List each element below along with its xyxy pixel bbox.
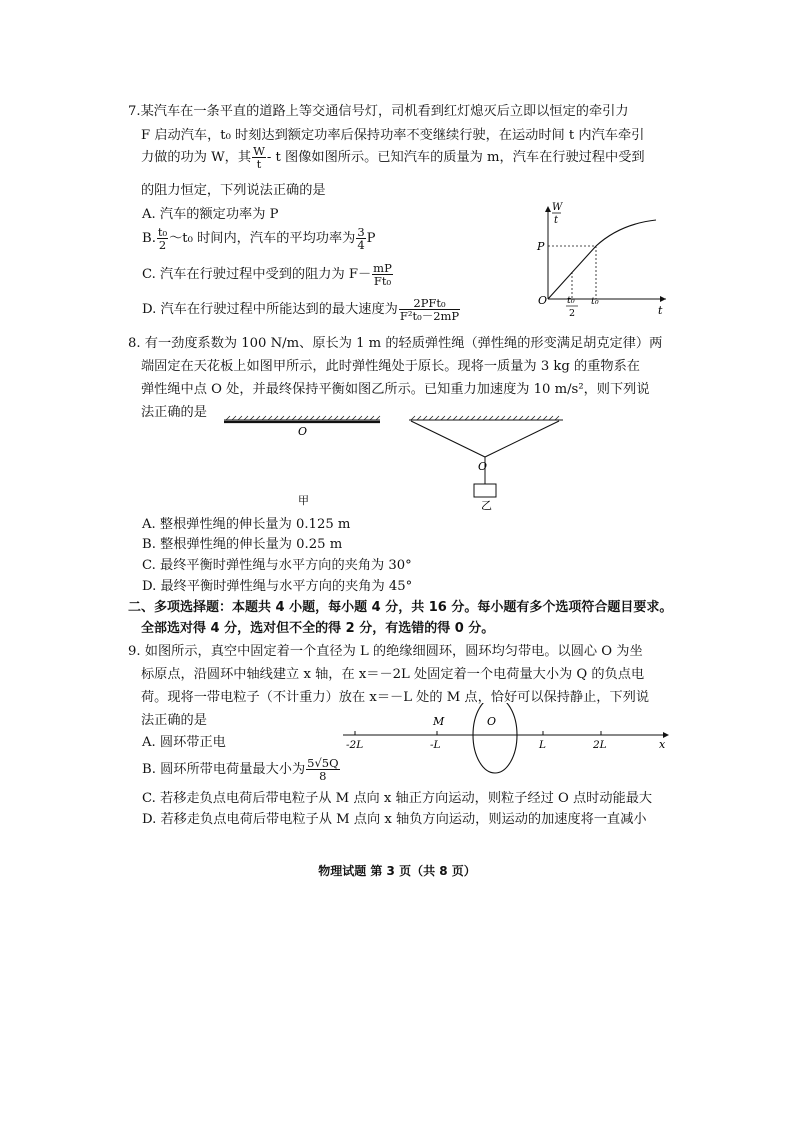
q8-figure-yi	[405, 412, 575, 512]
graph-y-label-den: t	[554, 215, 559, 226]
q8-option-b: B. 整根弹性绳的伸长量为 0.25 m	[142, 537, 343, 552]
q8-line2: 端固定在天花板上如图甲所示，此时弹性绳处于原长。现将一质量为 3 kg 的重物系在	[141, 359, 640, 374]
graph-origin: O	[538, 294, 548, 307]
q9-option-a: A. 圆环带正电	[142, 735, 226, 750]
q9-option-c: C. 若移走负点电荷后带电粒子从 M 点向 x 轴正方向运动，则粒子经过 O 点时动能最大	[142, 791, 653, 806]
graph-t0-half-num: t₀	[567, 295, 575, 306]
q7-line2: F 启动汽车，t₀ 时刻达到额定功率后保持功率不变继续行驶，在运动时间 t 内汽车牵引	[141, 128, 645, 143]
q7-option-b: B. $\frac{\text{t₀}}{2}$ ～t₀ 时间内，汽车的平均功率为 $\frac{3}{4}$ P	[142, 225, 376, 252]
q8-option-d: D. 最终平衡时弹性绳与水平方向的夹角为 45°	[142, 579, 413, 594]
weight-block	[474, 484, 496, 497]
graph-t0: t₀	[591, 296, 599, 307]
fig-yi-o-label: O	[478, 460, 488, 473]
q8-option-a: A. 整根弹性绳的伸长量为 0.125 m	[142, 517, 351, 532]
tick-minus-2l: -2L	[346, 739, 364, 751]
q9-axis-figure	[335, 703, 675, 775]
q9-line2: 标原点，沿圆环中轴线建立 x 轴，在 x＝－2L 处固定着一个电荷量大小为 Q 的负点电	[141, 667, 645, 682]
point-m-label: M	[433, 715, 445, 728]
graph-x-label: t	[658, 304, 663, 317]
section2-heading: 二、多项选择题：本题共 4 小题，每小题 4 分，共 16 分。每小题有多个选项符合题目要求。	[128, 600, 673, 615]
q7-line3: 力做的功为 W，其 $\frac{W}{t}$ - t 图像如图所示。已知汽车的质量为 m，汽车在行驶过程中受到	[141, 144, 645, 171]
q9-line4: 法正确的是	[141, 713, 207, 728]
tick-2l: 2L	[593, 739, 607, 751]
graph-y-label-num: W	[552, 202, 563, 213]
q7-line4: 的阻力恒定，下列说法正确的是	[141, 183, 326, 198]
q9-line1: 9. 如图所示，真空中固定着一个直径为 L 的绝缘细圆环，圆环均匀带电。以圆心 O 为坐	[128, 644, 643, 659]
section2-scoring: 全部选对得 4 分，选对但不全的得 2 分，有选错的得 0 分。	[141, 621, 495, 636]
q7-option-c: C. 汽车在行驶过程中受到的阻力为 F－ $\frac{mP}{\text{Ft₀}}$	[142, 261, 392, 288]
fig-yi-caption: 乙	[481, 499, 492, 512]
tick-l: L	[539, 739, 546, 751]
charged-ring	[473, 703, 517, 773]
q8-option-c: C. 最终平衡时弹性绳与水平方向的夹角为 30°	[142, 558, 412, 573]
q9-line3: 荷。现将一带电粒子（不计重力）放在 x＝－L 处的 M 点，恰好可以保持静止，下列说	[141, 690, 650, 705]
graph-p-label: P	[537, 240, 545, 253]
q8-line4: 法正确的是	[141, 405, 207, 420]
graph-t0-half-den: 2	[569, 308, 576, 318]
page-footer: 物理试题 第 3 页（共 8 页）	[318, 864, 476, 878]
q7-wt-graph	[530, 198, 670, 318]
q8-line3: 弹性绳中点 O 处，并最终保持平衡如图乙所示。已知重力加速度为 10 m/s²，则下列说	[141, 382, 650, 397]
q7-option-d: D. 汽车在行驶过程中所能达到的最大速度为 $\frac{\text{2PFt₀}}{\text{F²t₀－2mP}}$	[142, 296, 460, 323]
point-o-label: O	[487, 715, 497, 728]
fig-jia-o-label: O	[298, 425, 308, 438]
q9-option-d: D. 若移走负点电荷后带电粒子从 M 点向 x 轴负方向运动，则运动的加速度将一直减小	[142, 812, 647, 827]
tick-minus-l: -L	[430, 739, 441, 751]
q9-option-b: B. 圆环所带电荷量最大小为 $\frac{5√5Q}{8}$	[142, 756, 339, 783]
q7-option-a: A. 汽车的额定功率为 P	[142, 207, 279, 222]
q8-figure-jia	[220, 412, 390, 512]
q7-line1: 7.某汽车在一条平直的道路上等交通信号灯，司机看到红灯熄灭后立即以恒定的牵引力	[128, 104, 629, 119]
fig-jia-caption: 甲	[298, 494, 309, 507]
axis-x-label: x	[659, 738, 666, 751]
q8-line1: 8. 有一劲度系数为 100 N/m、原长为 1 m 的轻质弹性绳（弹性绳的形变满足胡克定律）两	[128, 336, 663, 351]
